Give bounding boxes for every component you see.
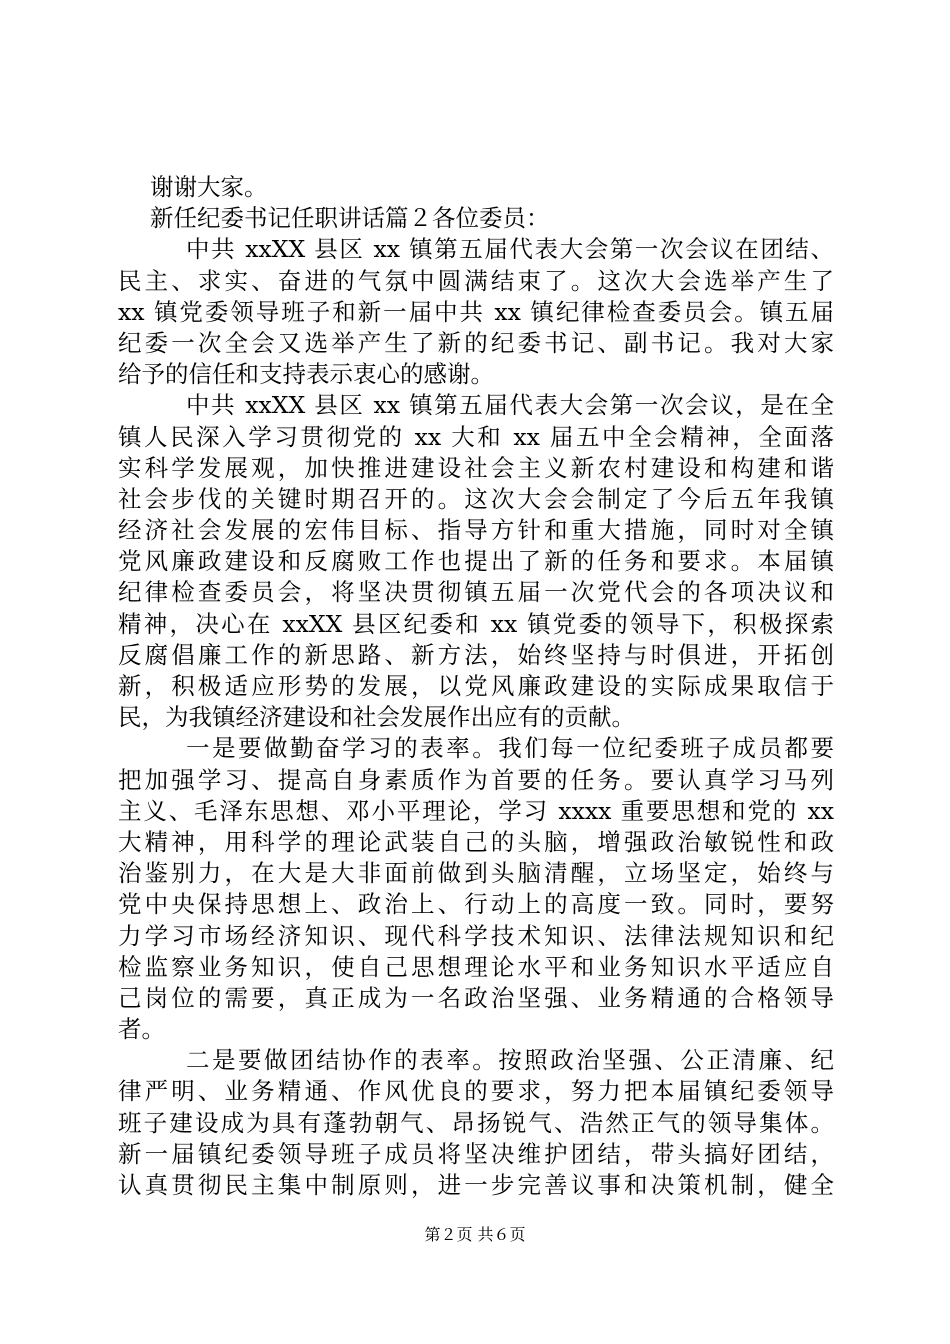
text-line: 民主、求实、奋进的气氛中圆满结束了。这次大会选举产生了 [118, 266, 834, 295]
text-line: 纪律检查委员会，将坚决贯彻镇五届一次党代会的各项决议和 [118, 578, 834, 607]
text-line: 党中央保持思想上、政治上、行动上的高度一致。同时，要努 [118, 890, 834, 919]
text-line: 镇人民深入学习贯彻党的 xx 大和 xx 届五中全会精神，全面落 [118, 422, 834, 451]
document-body [118, 172, 834, 1201]
text-line: 谢谢大家。 [150, 173, 268, 201]
page-number-footer: 第２页 共６页 [424, 1225, 526, 1244]
text-line: 经济社会发展的宏伟目标、指导方针和重大措施，同时对全镇 [118, 516, 834, 545]
text-line: 班子建设成为具有蓬勃朝气、昂扬锐气、浩然正气的领导集体。 [118, 1108, 834, 1137]
text-line: 新一届镇纪委领导班子成员将坚决维护团结，带头搞好团结， [118, 1139, 834, 1168]
paragraph-start-line: 一是要做勤奋学习的表率。我们每一位纪委班子成员都要 [186, 734, 834, 763]
text-line: 实科学发展观，加快推进建设社会主义新农村建设和构建和谐 [118, 453, 834, 482]
paragraph-start-line: 中共 xxXX 县区 xx 镇第五届代表大会第一次会议在团结、 [186, 235, 834, 264]
text-line: 治鉴别力，在大是大非面前做到头脑清醒，立场坚定，始终与 [118, 859, 834, 888]
text-line: 大精神，用科学的理论武装自己的头脑，增强政治敏锐性和政 [118, 827, 834, 856]
text-line: 给予的信任和支持表示衷心的感谢。 [118, 360, 494, 389]
paragraph-start-line: 中共 xxXX 县区 xx 镇第五届代表大会第一次会议，是在全 [186, 391, 834, 420]
text-line: 精神，决心在 xxXX 县区纪委和 xx 镇党委的领导下，积极探索 [118, 609, 834, 638]
text-line: 力学习市场经济知识、现代科学技术知识、法律法规知识和纪 [118, 921, 834, 950]
text-line: 新任纪委书记任职讲话篇２各位委员： [150, 204, 550, 233]
paragraph-start-line: 二是要做团结协作的表率。按照政治坚强、公正清廉、纪 [186, 1046, 834, 1075]
text-line: 社会步伐的关键时期召开的。这次大会会制定了今后五年我镇 [118, 484, 834, 513]
text-line: 律严明、业务精通、作风优良的要求，努力把本届镇纪委领导 [118, 1077, 834, 1106]
text-line: 检监察业务知识，使自己思想理论水平和业务知识水平适应自 [118, 952, 834, 981]
text-line: 把加强学习、提高自身素质作为首要的任务。要认真学习马列 [118, 765, 834, 794]
text-line: 者。 [118, 1015, 165, 1044]
text-line: 主义、毛泽东思想、邓小平理论，学习 xxxx 重要思想和党的 xx [118, 796, 834, 825]
text-line: 己岗位的需要，真正成为一名政治坚强、业务精通的合格领导 [118, 983, 834, 1012]
text-line: 党风廉政建设和反腐败工作也提出了新的任务和要求。本届镇 [118, 547, 834, 576]
text-line: 纪委一次全会又选举产生了新的纪委书记、副书记。我对大家 [118, 328, 834, 357]
text-line: xx 镇党委领导班子和新一届中共 xx 镇纪律检查委员会。镇五届 [118, 297, 834, 326]
text-line: 民，为我镇经济建设和社会发展作出应有的贡献。 [118, 703, 635, 732]
text-line: 新，积极适应形势的发展，以党风廉政建设的实际成果取信于 [118, 672, 834, 700]
text-line: 反腐倡廉工作的新思路、新方法，始终坚持与时俱进，开拓创 [118, 640, 834, 669]
text-line: 认真贯彻民主集中制原则，进一步完善议事和决策机制，健全 [118, 1171, 834, 1199]
